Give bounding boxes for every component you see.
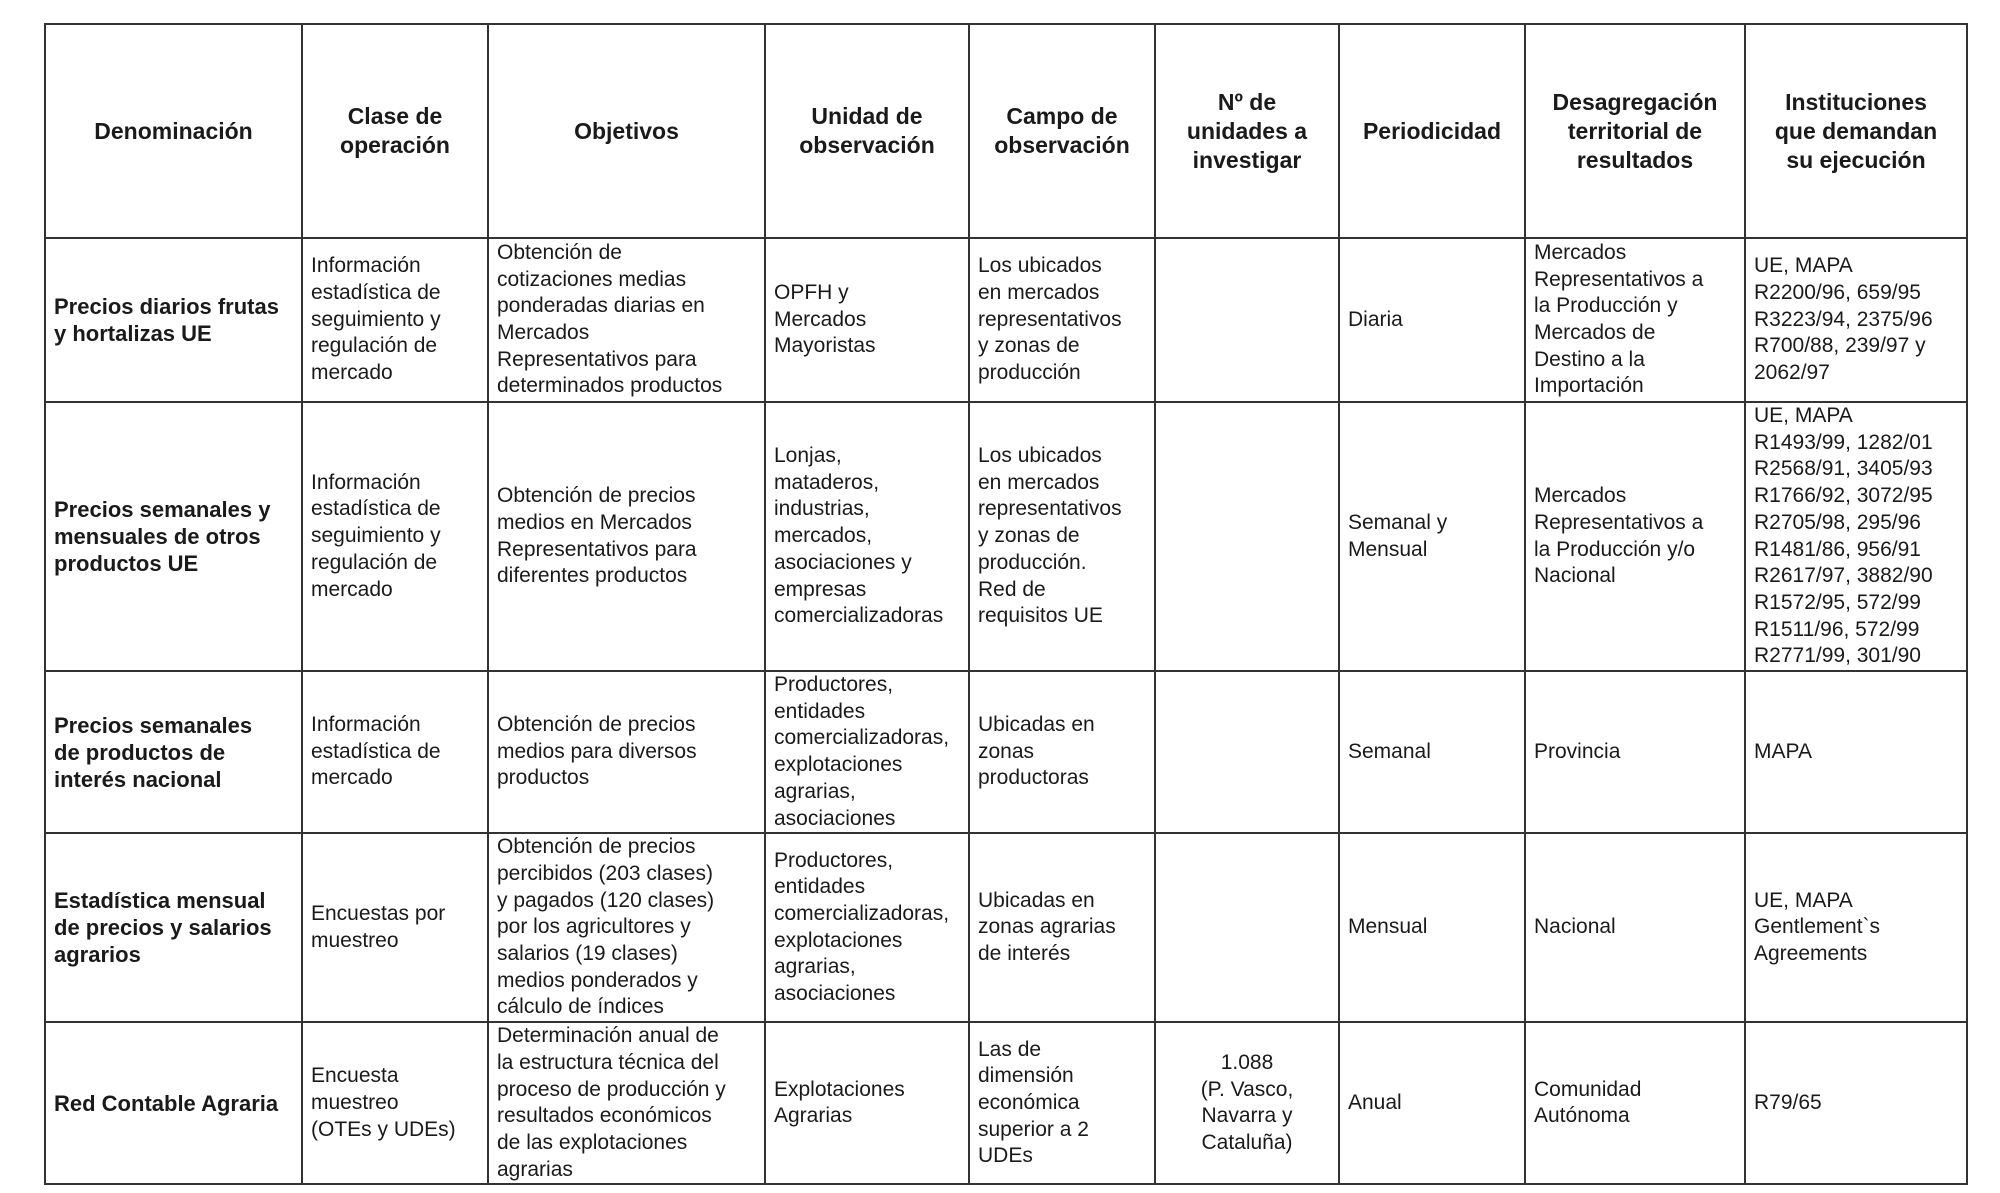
cell-campo-observacion: Los ubicados en mercados representativos y zonas de producción	[969, 238, 1155, 402]
cell-objetivos: Obtención de precios percibidos (203 clases) y pagados (120 clases) por los agricultores y salarios (19 clases) medios ponderados y cálculo de índices	[488, 833, 765, 1022]
cell-unidad-observacion: Productores, entidades comercializadoras, explotaciones agrarias, asociaciones	[765, 833, 969, 1022]
cell-desagregacion: Nacional	[1525, 833, 1745, 1022]
table-row	[45, 671, 1967, 833]
cell-num-unidades	[1155, 671, 1339, 833]
cell-objetivos: Determinación anual de la estructura técnica del proceso de producción y resultados económicos de las explotaciones agrarias	[488, 1022, 765, 1184]
cell-clase-operacion: Información estadística de mercado	[302, 671, 488, 833]
cell-num-unidades	[1155, 238, 1339, 402]
cell-unidad-observacion: Explotaciones Agrarias	[765, 1022, 969, 1184]
cell-denominacion: Precios semanales y mensuales de otros productos UE	[45, 402, 302, 671]
cell-denominacion: Estadística mensual de precios y salarios agrarios	[45, 833, 302, 1022]
cell-objetivos: Obtención de cotizaciones medias ponderadas diarias en Mercados Representativos para determinados productos	[488, 238, 765, 402]
header-desagregacion: Desagregación territorial de resultados	[1525, 24, 1745, 238]
cell-periodicidad: Diaria	[1339, 238, 1525, 402]
cell-campo-observacion: Ubicadas en zonas agrarias de interés	[969, 833, 1155, 1022]
header-num-unidades: Nº de unidades a investigar	[1155, 24, 1339, 238]
statistics-operations-table	[44, 23, 1968, 1185]
cell-objetivos: Obtención de precios medios para diversos productos	[488, 671, 765, 833]
cell-unidad-observacion: OPFH y Mercados Mayoristas	[765, 238, 969, 402]
cell-num-unidades	[1155, 402, 1339, 671]
cell-instituciones: UE, MAPA R1493/99, 1282/01 R2568/91, 3405/93 R1766/92, 3072/95 R2705/98, 295/96 R1481/86, 956/91 R2617/97, 3882/90 R1572/95, 572/99 R1511/96, 572/99 R2771/99, 301/90	[1745, 402, 1967, 671]
header-instituciones: Instituciones que demandan su ejecución	[1745, 24, 1967, 238]
cell-instituciones: UE, MAPA R2200/96, 659/95 R3223/94, 2375/96 R700/88, 239/97 y 2062/97	[1745, 238, 1967, 402]
cell-clase-operacion: Información estadística de seguimiento y regulación de mercado	[302, 238, 488, 402]
table-row	[45, 1022, 1967, 1184]
cell-num-unidades: 1.088 (P. Vasco, Navarra y Cataluña)	[1155, 1022, 1339, 1184]
header-unidad-observacion: Unidad de observación	[765, 24, 969, 238]
cell-num-unidades	[1155, 833, 1339, 1022]
cell-campo-observacion: Los ubicados en mercados representativos y zonas de producción. Red de requisitos UE	[969, 402, 1155, 671]
cell-instituciones: R79/65	[1745, 1022, 1967, 1184]
cell-unidad-observacion: Productores, entidades comercializadoras, explotaciones agrarias, asociaciones	[765, 671, 969, 833]
header-clase-operacion: Clase de operación	[302, 24, 488, 238]
header-denominacion: Denominación	[45, 24, 302, 238]
cell-periodicidad: Anual	[1339, 1022, 1525, 1184]
header-row	[45, 24, 1967, 238]
header-objetivos: Objetivos	[488, 24, 765, 238]
cell-periodicidad: Mensual	[1339, 833, 1525, 1022]
cell-denominacion: Precios diarios frutas y hortalizas UE	[45, 238, 302, 402]
cell-desagregacion: Mercados Representativos a la Producción y Mercados de Destino a la Importación	[1525, 238, 1745, 402]
cell-denominacion: Red Contable Agraria	[45, 1022, 302, 1184]
cell-unidad-observacion: Lonjas, mataderos, industrias, mercados, asociaciones y empresas comercializadoras	[765, 402, 969, 671]
header-periodicidad: Periodicidad	[1339, 24, 1525, 238]
cell-clase-operacion: Encuesta muestreo (OTEs y UDEs)	[302, 1022, 488, 1184]
cell-desagregacion: Comunidad Autónoma	[1525, 1022, 1745, 1184]
cell-campo-observacion: Ubicadas en zonas productoras	[969, 671, 1155, 833]
cell-periodicidad: Semanal y Mensual	[1339, 402, 1525, 671]
header-campo-observacion: Campo de observación	[969, 24, 1155, 238]
cell-instituciones: UE, MAPA Gentlement`s Agreements	[1745, 833, 1967, 1022]
cell-instituciones: MAPA	[1745, 671, 1967, 833]
table-row	[45, 402, 1967, 671]
cell-desagregacion: Provincia	[1525, 671, 1745, 833]
table-row	[45, 833, 1967, 1022]
cell-denominacion: Precios semanales de productos de interés nacional	[45, 671, 302, 833]
cell-objetivos: Obtención de precios medios en Mercados Representativos para diferentes productos	[488, 402, 765, 671]
cell-clase-operacion: Información estadística de seguimiento y regulación de mercado	[302, 402, 488, 671]
cell-desagregacion: Mercados Representativos a la Producción y/o Nacional	[1525, 402, 1745, 671]
cell-periodicidad: Semanal	[1339, 671, 1525, 833]
table-row	[45, 238, 1967, 402]
cell-clase-operacion: Encuestas por muestreo	[302, 833, 488, 1022]
cell-campo-observacion: Las de dimensión económica superior a 2 UDEs	[969, 1022, 1155, 1184]
